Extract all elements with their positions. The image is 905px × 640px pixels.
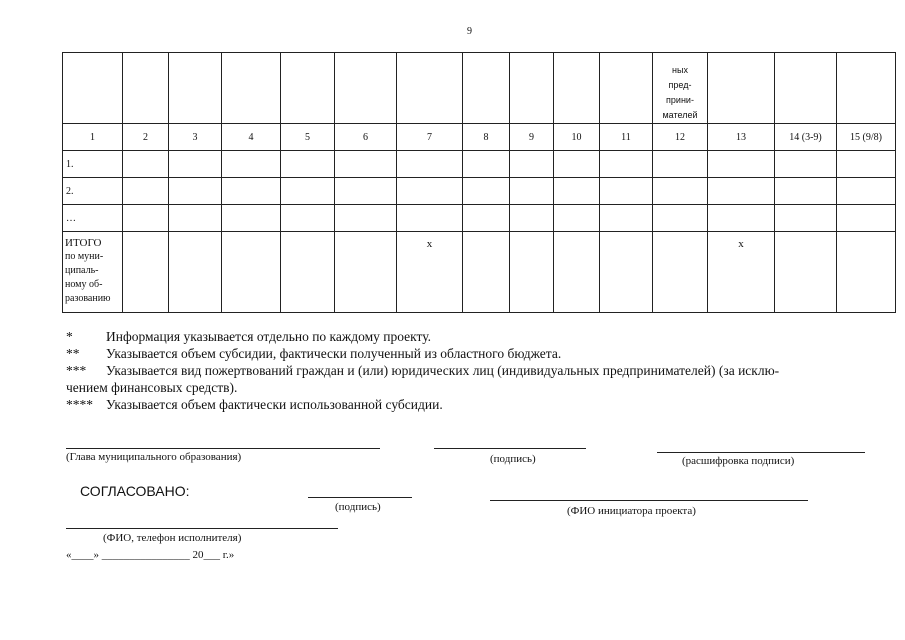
table-row (63, 178, 896, 205)
column-number: 5 (281, 124, 335, 151)
total-cell[interactable] (554, 232, 600, 313)
table-cell[interactable] (397, 205, 463, 232)
header-cell (281, 53, 335, 124)
x-mark: x (738, 238, 744, 250)
decoding-line[interactable] (657, 452, 865, 453)
total-cell[interactable] (775, 232, 837, 313)
column-number: 9 (510, 124, 554, 151)
header-cell (775, 53, 837, 124)
decoding-caption: (расшифровка подписи) (682, 455, 795, 467)
table-cell[interactable] (222, 151, 281, 178)
footnote (66, 362, 871, 379)
footnote-text: Указывается объем фактически использованной субсидии. (106, 397, 443, 412)
table-cell[interactable] (600, 151, 653, 178)
column-number: 11 (600, 124, 653, 151)
table-cell[interactable] (463, 205, 510, 232)
total-cell[interactable] (123, 232, 169, 313)
signature-line[interactable] (434, 448, 586, 449)
table-cell[interactable] (397, 151, 463, 178)
column-number: 2 (123, 124, 169, 151)
x-mark: x (426, 238, 433, 250)
row-label: 2. (63, 178, 123, 205)
table-cell[interactable] (600, 205, 653, 232)
page-number: 9 (467, 26, 472, 37)
footnote-mark: ** (66, 346, 80, 361)
table-cell[interactable] (837, 178, 896, 205)
agreed-signature-line[interactable] (308, 497, 412, 498)
total-label-line: ципаль- (65, 265, 99, 276)
column-number: 4 (222, 124, 281, 151)
footnote-text: Указывается объем субсидии, фактически полученный из областного бюджета. (106, 346, 562, 361)
total-label-cell (63, 232, 123, 313)
table-cell[interactable] (837, 151, 896, 178)
date-line[interactable]: «____» ________________ 20___ г.» (66, 549, 235, 561)
header-col12-line: прини- (666, 95, 694, 105)
table-cell[interactable] (554, 178, 600, 205)
header-cell (222, 53, 281, 124)
table-cell[interactable] (775, 178, 837, 205)
executor-caption: (ФИО, телефон исполнителя) (103, 532, 242, 544)
header-cell (837, 53, 896, 124)
footnote-continuation: чением финансовых средств). (66, 380, 238, 395)
report-table (62, 52, 896, 313)
header-cell (708, 53, 775, 124)
header-cell (123, 53, 169, 124)
header-cell-col12 (653, 53, 708, 124)
table-cell[interactable] (653, 151, 708, 178)
total-cell[interactable] (837, 232, 896, 313)
agreed-signature-caption: (подпись) (335, 501, 381, 513)
table-cell[interactable] (463, 151, 510, 178)
footnotes (66, 328, 871, 413)
header-row (63, 53, 896, 124)
header-cell (510, 53, 554, 124)
table-cell[interactable] (708, 151, 775, 178)
total-label-line: разованию (65, 293, 111, 304)
total-label (63, 232, 122, 306)
column-number: 1 (63, 124, 123, 151)
header-col12-line: пред- (668, 80, 692, 90)
column-number: 12 (653, 124, 708, 151)
agreed-heading: СОГЛАСОВАНО: (80, 483, 190, 499)
initiator-line[interactable] (490, 500, 808, 501)
table-cell[interactable] (554, 205, 600, 232)
table-cell[interactable] (123, 151, 169, 178)
column-number: 13 (708, 124, 775, 151)
footnote (66, 396, 871, 413)
header-cell (397, 53, 463, 124)
table-cell[interactable] (123, 205, 169, 232)
table-cell[interactable] (775, 151, 837, 178)
footnote-text: Указывается вид пожертвований граждан и (или) юридических лиц (индивидуальных предпринимателей) (за исклю- (106, 363, 780, 378)
table-cell[interactable] (510, 178, 554, 205)
header-cell (463, 53, 510, 124)
column-number: 6 (335, 124, 397, 151)
table-cell[interactable] (653, 178, 708, 205)
header-cell (169, 53, 222, 124)
total-cell[interactable] (463, 232, 510, 313)
table-cell[interactable] (281, 151, 335, 178)
table-cell[interactable] (708, 205, 775, 232)
table-cell[interactable] (775, 205, 837, 232)
table-cell[interactable] (708, 178, 775, 205)
total-row (63, 232, 896, 313)
total-label-line: ному об- (65, 279, 103, 290)
total-cell[interactable] (281, 232, 335, 313)
header-cell (600, 53, 653, 124)
table-cell[interactable] (510, 205, 554, 232)
table-cell[interactable] (554, 151, 600, 178)
footnote-mark: *** (66, 363, 87, 378)
column-number: 7 (397, 124, 463, 151)
total-cell-col13 (708, 232, 775, 313)
column-number: 14 (3-9) (775, 124, 837, 151)
table-cell[interactable] (281, 205, 335, 232)
footnote-mark: * (66, 329, 73, 344)
table-cell[interactable] (653, 205, 708, 232)
report-table-wrapper (62, 52, 895, 318)
total-cell[interactable] (222, 232, 281, 313)
total-cell[interactable] (653, 232, 708, 313)
column-number: 3 (169, 124, 222, 151)
signature-caption: (подпись) (490, 453, 536, 465)
column-number-row (63, 124, 896, 151)
table-row (63, 205, 896, 232)
table-cell[interactable] (281, 178, 335, 205)
table-cell[interactable] (222, 205, 281, 232)
table-cell[interactable] (837, 205, 896, 232)
footnote-mark: **** (66, 397, 93, 412)
total-cell[interactable] (169, 232, 222, 313)
footnote-text: Информация указывается отдельно по каждому проекту. (106, 329, 432, 344)
table-cell[interactable] (169, 151, 222, 178)
row-label: … (63, 205, 123, 232)
total-label-title: ИТОГО (65, 237, 102, 249)
table-cell[interactable] (335, 205, 397, 232)
table-cell[interactable] (169, 178, 222, 205)
table-cell[interactable] (600, 178, 653, 205)
table-cell[interactable] (510, 151, 554, 178)
table-cell[interactable] (335, 151, 397, 178)
total-cell[interactable] (600, 232, 653, 313)
table-cell[interactable] (222, 178, 281, 205)
header-cell (63, 53, 123, 124)
header-col12-line: ных (672, 65, 688, 75)
row-label: 1. (63, 151, 123, 178)
table-cell[interactable] (463, 178, 510, 205)
table-row (63, 151, 896, 178)
total-cell[interactable] (335, 232, 397, 313)
footnote (66, 345, 871, 362)
head-signature-line[interactable] (66, 448, 380, 449)
header-col12-line: мателей (662, 110, 698, 120)
table-cell[interactable] (123, 178, 169, 205)
column-number: 15 (9/8) (837, 124, 896, 151)
column-number: 8 (463, 124, 510, 151)
table-cell[interactable] (397, 178, 463, 205)
table-cell[interactable] (335, 178, 397, 205)
header-cell (335, 53, 397, 124)
total-cell-col7 (397, 232, 463, 313)
table-cell[interactable] (169, 205, 222, 232)
total-label-line: по муни- (65, 251, 104, 262)
header-cell (554, 53, 600, 124)
initiator-caption: (ФИО инициатора проекта) (567, 505, 696, 517)
footnote (66, 328, 871, 345)
head-caption: (Глава муниципального образования) (66, 451, 242, 463)
total-cell[interactable] (510, 232, 554, 313)
column-number: 10 (554, 124, 600, 151)
executor-line[interactable] (66, 528, 338, 529)
